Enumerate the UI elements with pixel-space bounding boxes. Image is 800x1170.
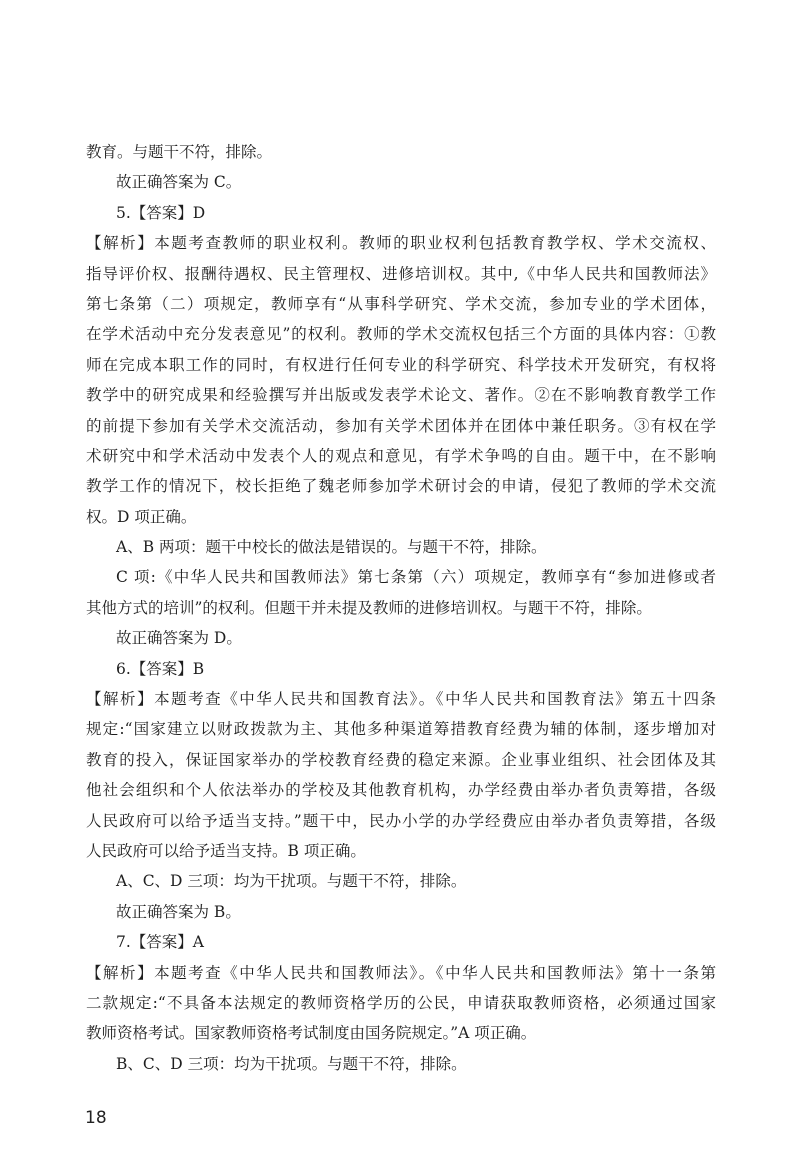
text-line: 教学中的研究成果和经验撰写并出版或发表学术论文、著作。②在不影响教育教学工作	[86, 386, 716, 405]
text-line: 故正确答案为 D。	[116, 629, 242, 648]
text-line: 人民政府可以给予适当支持。”题干中，民办小学的办学经费应由举办者负责筹措，各级	[86, 811, 716, 830]
text-line: A、B 两项：题干中校长的做法是错误的。与题干不符，排除。	[116, 538, 547, 557]
text-line: 6.【答案】B	[116, 659, 205, 678]
page-number: 18	[85, 1108, 107, 1128]
text-line: A、C、D 三项：均为干扰项。与题干不符，排除。	[116, 872, 467, 891]
text-line: 教育的投入，保证国家举办的学校教育经费的稳定来源。企业事业组织、社会团体及其	[86, 750, 716, 769]
text-line: 故正确答案为 B。	[116, 902, 241, 921]
text-line: 故正确答案为 C。	[116, 173, 242, 192]
text-line: 【解析】本题考查《中华人民共和国教师法》。《中华人民共和国教师法》第十一条第	[86, 963, 716, 982]
text-line: 其他方式的培训”的权利。但题干并未提及教师的进修培训权。与题干不符，排除。	[86, 598, 652, 617]
text-line: 术研究中和学术活动中发表个人的观点和意见，有学术争鸣的自由。题干中，在不影响	[86, 446, 716, 465]
text-line: 二款规定:“不具备本法规定的教师资格学历的公民，申请获取教师资格，必须通过国家	[86, 993, 716, 1012]
text-line: 权。D 项正确。	[86, 507, 197, 526]
text-line: 师在完成本职工作的同时，有权进行任何专业的科学研究、科学技术开发研究，有权将	[86, 355, 716, 374]
text-line: 【解析】本题考查教师的职业权利。教师的职业权利包括教育教学权、学术交流权、	[86, 234, 716, 253]
document-body	[86, 137, 716, 1079]
text-line: 教师资格考试。国家教师资格考试制度由国务院规定。”A 项正确。	[86, 1024, 537, 1043]
text-line: 5.【答案】D	[116, 203, 206, 222]
text-line: 第七条第（二）项规定，教师享有“从事科学研究、学术交流，参加专业的学术团体，	[86, 294, 716, 313]
text-line: 【解析】本题考查《中华人民共和国教育法》。《中华人民共和国教育法》第五十四条	[86, 690, 716, 709]
text-line: 规定:“国家建立以财政拨款为主、其他多种渠道筹措教育经费为辅的体制，逐步增加对	[86, 720, 716, 739]
text-line: 的前提下参加有关学术交流活动，参加有关学术团体并在团体中兼任职务。③有权在学	[86, 416, 716, 435]
text-line: C 项:《中华人民共和国教师法》第七条第（六）项规定，教师享有“参加进修或者	[116, 568, 716, 587]
text-line: 指导评价权、报酬待遇权、民主管理权、进修培训权。其中,《中华人民共和国教师法》	[86, 264, 716, 283]
text-line: B、C、D 三项：均为干扰项。与题干不符，排除。	[116, 1054, 467, 1073]
text-line: 在学术活动中充分发表意见”的权利。教师的学术交流权包括三个方面的具体内容：①教	[86, 325, 716, 344]
text-line: 7.【答案】A	[116, 933, 204, 952]
text-line: 教育。与题干不符，排除。	[86, 143, 273, 161]
text-line: 他社会组织和个人依法举办的学校及其他教育机构，办学经费由举办者负责筹措，各级	[86, 781, 716, 800]
text-line: 教学工作的情况下，校长拒绝了魏老师参加学术研讨会的申请，侵犯了教师的学术交流	[86, 477, 716, 496]
text-line: 人民政府可以给予适当支持。B 项正确。	[86, 841, 366, 860]
